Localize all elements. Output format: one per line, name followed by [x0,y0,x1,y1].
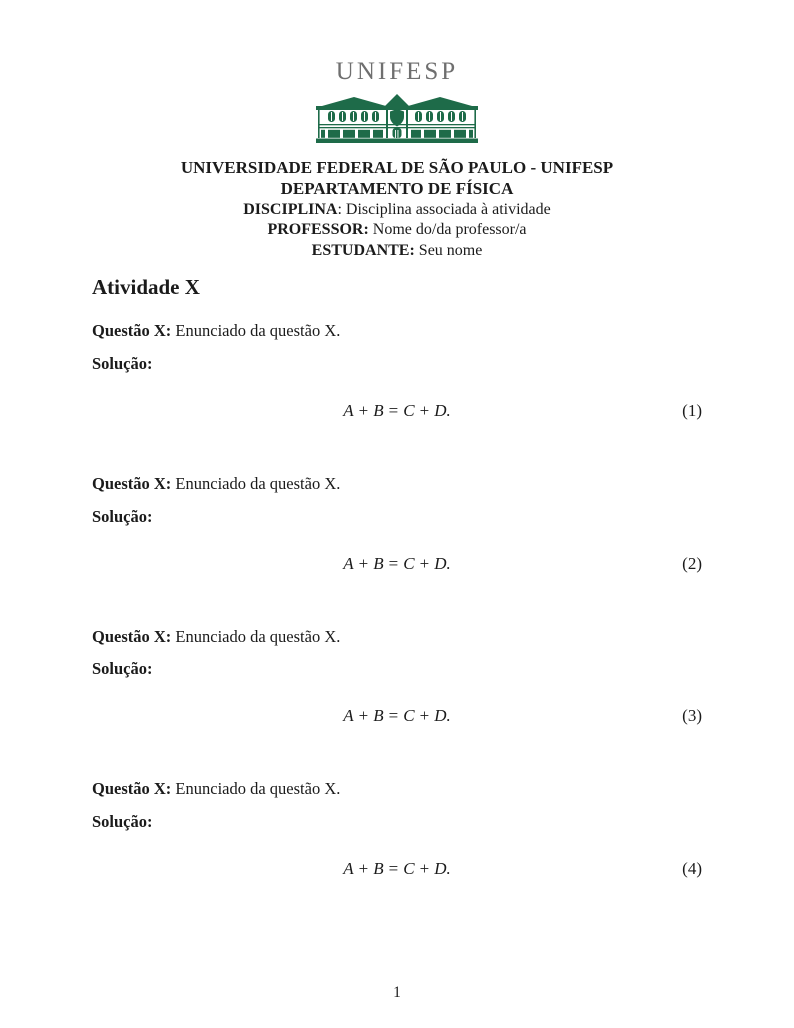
question-statement [92,321,702,341]
question-label: Questão X: [92,779,172,799]
solution-label: Solução: [92,659,153,679]
equation: A + B = C + D. [343,706,451,726]
solution-label: Solução: [92,354,153,374]
university-name: UNIVERSIDADE FEDERAL DE SÃO PAULO - UNIFESP [180,157,614,177]
question-block [92,321,702,422]
equation-row [92,400,702,422]
unifesp-building-icon [316,92,478,144]
student-value: Seu nome [414,241,483,259]
equation-number: (4) [682,858,702,878]
question-label: Questão X: [92,626,172,646]
professor-value: Nome do/da professor/a [368,221,527,239]
equation: A + B = C + D. [343,400,451,420]
discipline-label: DISCIPLINA [243,200,338,218]
equation: A + B = C + D. [343,553,451,573]
question-label: Questão X: [92,321,172,341]
solution-label: Solução: [92,506,153,526]
question-statement [92,474,702,494]
student-label: ESTUDANTE: [311,241,415,259]
equation: A + B = C + D. [343,858,451,878]
student-line [0,241,794,262]
equation-row [92,858,702,880]
department-name: DEPARTAMENTO DE FÍSICA [280,179,514,199]
equation-number: (2) [682,553,702,573]
equation-number: (1) [682,400,702,420]
equation-row [92,705,702,727]
question-text: Enunciado da questão X. [171,321,341,341]
discipline-value: : Disciplina associada à atividade [337,200,551,218]
question-statement [92,627,702,647]
question-label: Questão X: [92,473,172,493]
question-text: Enunciado da questão X. [171,626,341,646]
page-number: 1 [393,984,401,1001]
unifesp-wordmark: UNIFESP [335,58,459,85]
unifesp-logo [0,58,794,144]
question-statement [92,779,702,799]
question-block [92,627,702,728]
activity-title: Atividade X [92,275,200,300]
equation-row [92,553,702,575]
document-header [0,157,794,262]
professor-label: PROFESSOR: [267,221,369,239]
solution-label: Solução: [92,811,153,831]
question-text: Enunciado da questão X. [171,473,341,493]
discipline-line [0,200,794,221]
professor-line [0,220,794,241]
question-block [92,779,702,880]
document-body [92,275,702,880]
question-block [92,474,702,575]
question-text: Enunciado da questão X. [171,779,341,799]
equation-number: (3) [682,706,702,726]
